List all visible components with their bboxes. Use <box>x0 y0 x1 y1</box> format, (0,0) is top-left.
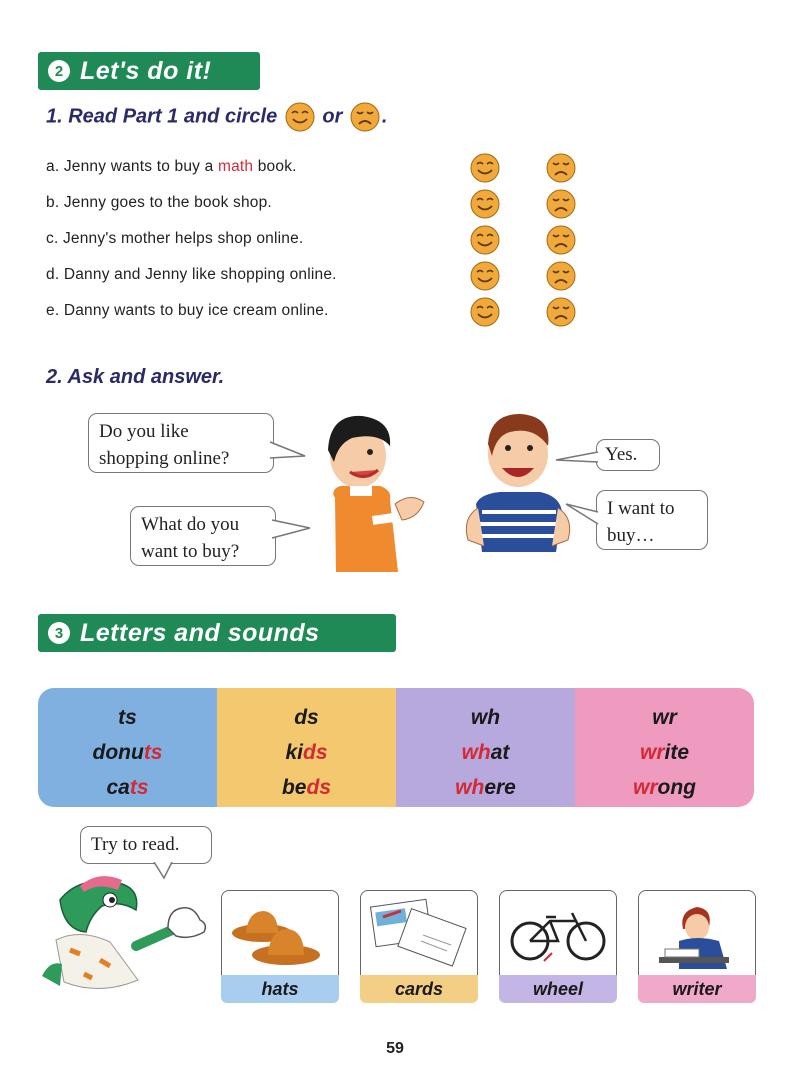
speech-bubble-answer-2: I want to buy… <box>596 490 708 550</box>
mascot-illustration <box>40 870 215 1000</box>
picture-label-wheel: wheel <box>499 975 617 1003</box>
phonics-sound: ds <box>294 706 319 729</box>
page-number: 59 <box>386 1040 404 1057</box>
picture-label-cards: cards <box>360 975 478 1003</box>
phonics-word: kids <box>285 741 328 764</box>
happy-face-icon[interactable] <box>470 189 500 219</box>
phonics-column-wr <box>575 688 754 807</box>
writer-icon <box>639 891 754 975</box>
child-character-1 <box>328 416 424 572</box>
sad-face-icon[interactable] <box>546 153 576 183</box>
sad-face-icon <box>350 102 380 132</box>
sad-face-icon[interactable] <box>546 225 576 255</box>
phonics-word: write <box>639 741 690 764</box>
try-to-read-bubble: Try to read. <box>80 826 212 864</box>
picture-label-hats: hats <box>221 975 339 1003</box>
speech-bubble-answer-1: Yes. <box>596 439 660 471</box>
happy-face-icon[interactable] <box>470 225 500 255</box>
section-3-banner <box>38 614 396 652</box>
section-2-banner <box>38 52 260 90</box>
section-number: 2 <box>48 60 70 82</box>
phonics-sound: ts <box>118 706 137 729</box>
phonics-word: donuts <box>92 741 163 764</box>
section-title: Letters and sounds <box>80 618 320 647</box>
heading-period: . <box>381 105 388 128</box>
heading-or: or <box>322 105 343 128</box>
part-1-heading <box>46 102 387 132</box>
phonics-table <box>38 688 754 807</box>
phonics-column-ds <box>217 688 396 807</box>
section-title: Let's do it! <box>80 56 212 85</box>
statement-a: a. Jenny wants to buy a math book. <box>46 158 297 175</box>
phonics-column-wh <box>396 688 575 807</box>
picture-label-writer: writer <box>638 975 756 1003</box>
happy-face-icon[interactable] <box>470 297 500 327</box>
phonics-sound: wr <box>652 706 677 729</box>
happy-face-icon <box>285 102 315 132</box>
part-2-heading: 2. Ask and answer. <box>46 366 225 388</box>
happy-face-icon[interactable] <box>470 153 500 183</box>
cards-icon <box>361 891 476 975</box>
sad-face-icon[interactable] <box>546 261 576 291</box>
phonics-sound: wh <box>470 706 501 729</box>
phonics-word: where <box>455 776 516 799</box>
phonics-word: what <box>461 741 510 764</box>
phonics-word: cats <box>106 776 149 799</box>
sad-face-icon[interactable] <box>546 297 576 327</box>
statement-d: d. Danny and Jenny like shopping online. <box>46 266 337 283</box>
speech-bubble-question-2: What do you want to buy? <box>130 506 276 566</box>
statement-c: c. Jenny's mother helps shop online. <box>46 230 304 247</box>
phonics-word: beds <box>281 776 332 799</box>
statement-e: e. Danny wants to buy ice cream online. <box>46 302 329 319</box>
speech-bubble-question-1: Do you like shopping online? <box>88 413 274 473</box>
happy-face-icon[interactable] <box>470 261 500 291</box>
statement-b: b. Jenny goes to the book shop. <box>46 194 272 211</box>
child-character-2 <box>466 414 569 552</box>
sad-face-icon[interactable] <box>546 189 576 219</box>
hats-icon <box>222 891 337 975</box>
phonics-word: wrong <box>633 776 696 799</box>
phonics-column-ts <box>38 688 217 807</box>
dialogue-illustration <box>0 400 800 580</box>
section-number: 3 <box>48 622 70 644</box>
heading-text: 1. Read Part 1 and circle <box>46 105 278 128</box>
bicycle-icon <box>500 891 615 975</box>
